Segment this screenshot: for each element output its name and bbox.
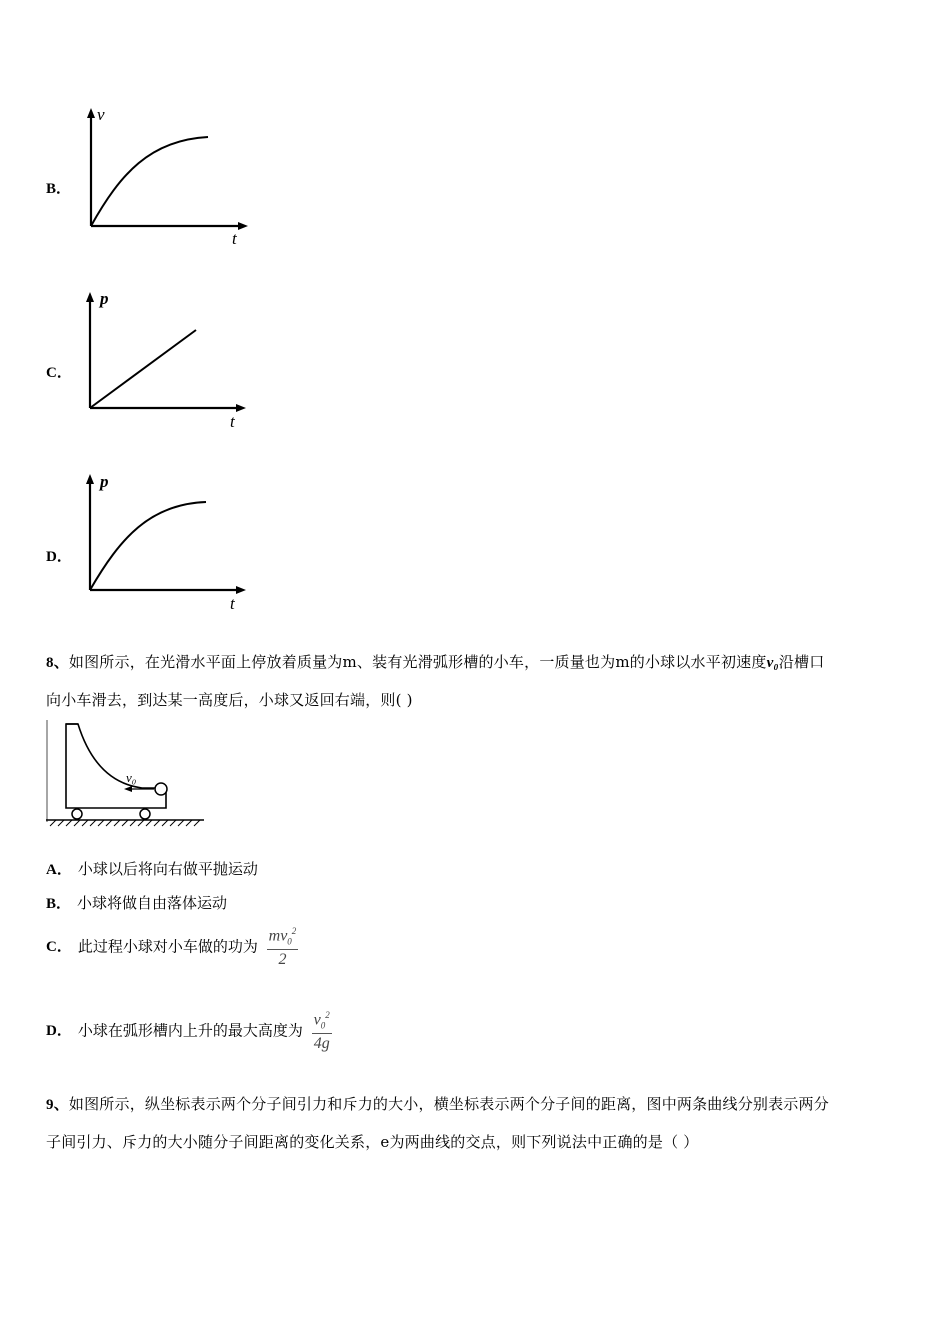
answer-d: D． 小球在弧形槽内上升的最大高度为 $\frac{v_0^2}{4g}$ [46, 1010, 330, 1052]
x-axis-label: t [230, 594, 235, 613]
option-c-graph [80, 288, 250, 432]
x-axis-label: t [230, 412, 235, 431]
v0-label: v₀ [126, 770, 137, 785]
fraction-mv0-squared-over-2: $\frac{mv_0^2}{2}$ [268, 926, 297, 968]
answer-c: C． 此过程小球对小车做的功为 $\frac{mv_0^2}{2}$ [46, 926, 297, 968]
y-axis-label: p [100, 289, 109, 308]
option-b-label: B． [46, 181, 72, 197]
x-axis-label: t [232, 229, 237, 248]
question-8-line1: 如图所示，在光滑水平面上停放着质量为m、装有光滑弧形槽的小车，一质量也为m的小球以水平初速度 [68, 653, 767, 671]
answer-b: B． 小球将做自由落体运动 [46, 894, 228, 912]
answer-a: A． 小球以后将向右做平抛运动 [46, 860, 258, 878]
question-8-line2: 向小车滑去，到达某一高度后，小球又返回右端，则( ) [46, 691, 413, 709]
fraction-v0-squared-over-4g: $\frac{v_0^2}{4g}$ [313, 1010, 330, 1052]
cart-figure [44, 718, 208, 830]
question-8-stem [46, 644, 916, 719]
question-9-line1: 如图所示，纵坐标表示两个分子间引力和斥力的大小，横坐标表示两个分子间的距离，图中两条曲线分别表示两分 [68, 1095, 829, 1113]
option-d-label: D． [46, 549, 72, 565]
question-9-stem [46, 1086, 916, 1161]
question-8-line1-end: 沿槽口 [778, 653, 825, 671]
question-9-line2: 子间引力、斥力的大小随分子间距离的变化关系，e为两曲线的交点，则下列说法中正确的是（ ） [46, 1133, 699, 1151]
option-b-graph [80, 104, 250, 248]
y-axis-label: p [100, 472, 109, 491]
question-8-number: 8、 [46, 655, 69, 671]
question-9-number: 9、 [46, 1097, 69, 1113]
option-d-graph [80, 470, 250, 614]
option-c-label: C． [46, 365, 72, 381]
v0-symbol: v₀ [766, 655, 779, 671]
y-axis-label: v [97, 105, 105, 124]
